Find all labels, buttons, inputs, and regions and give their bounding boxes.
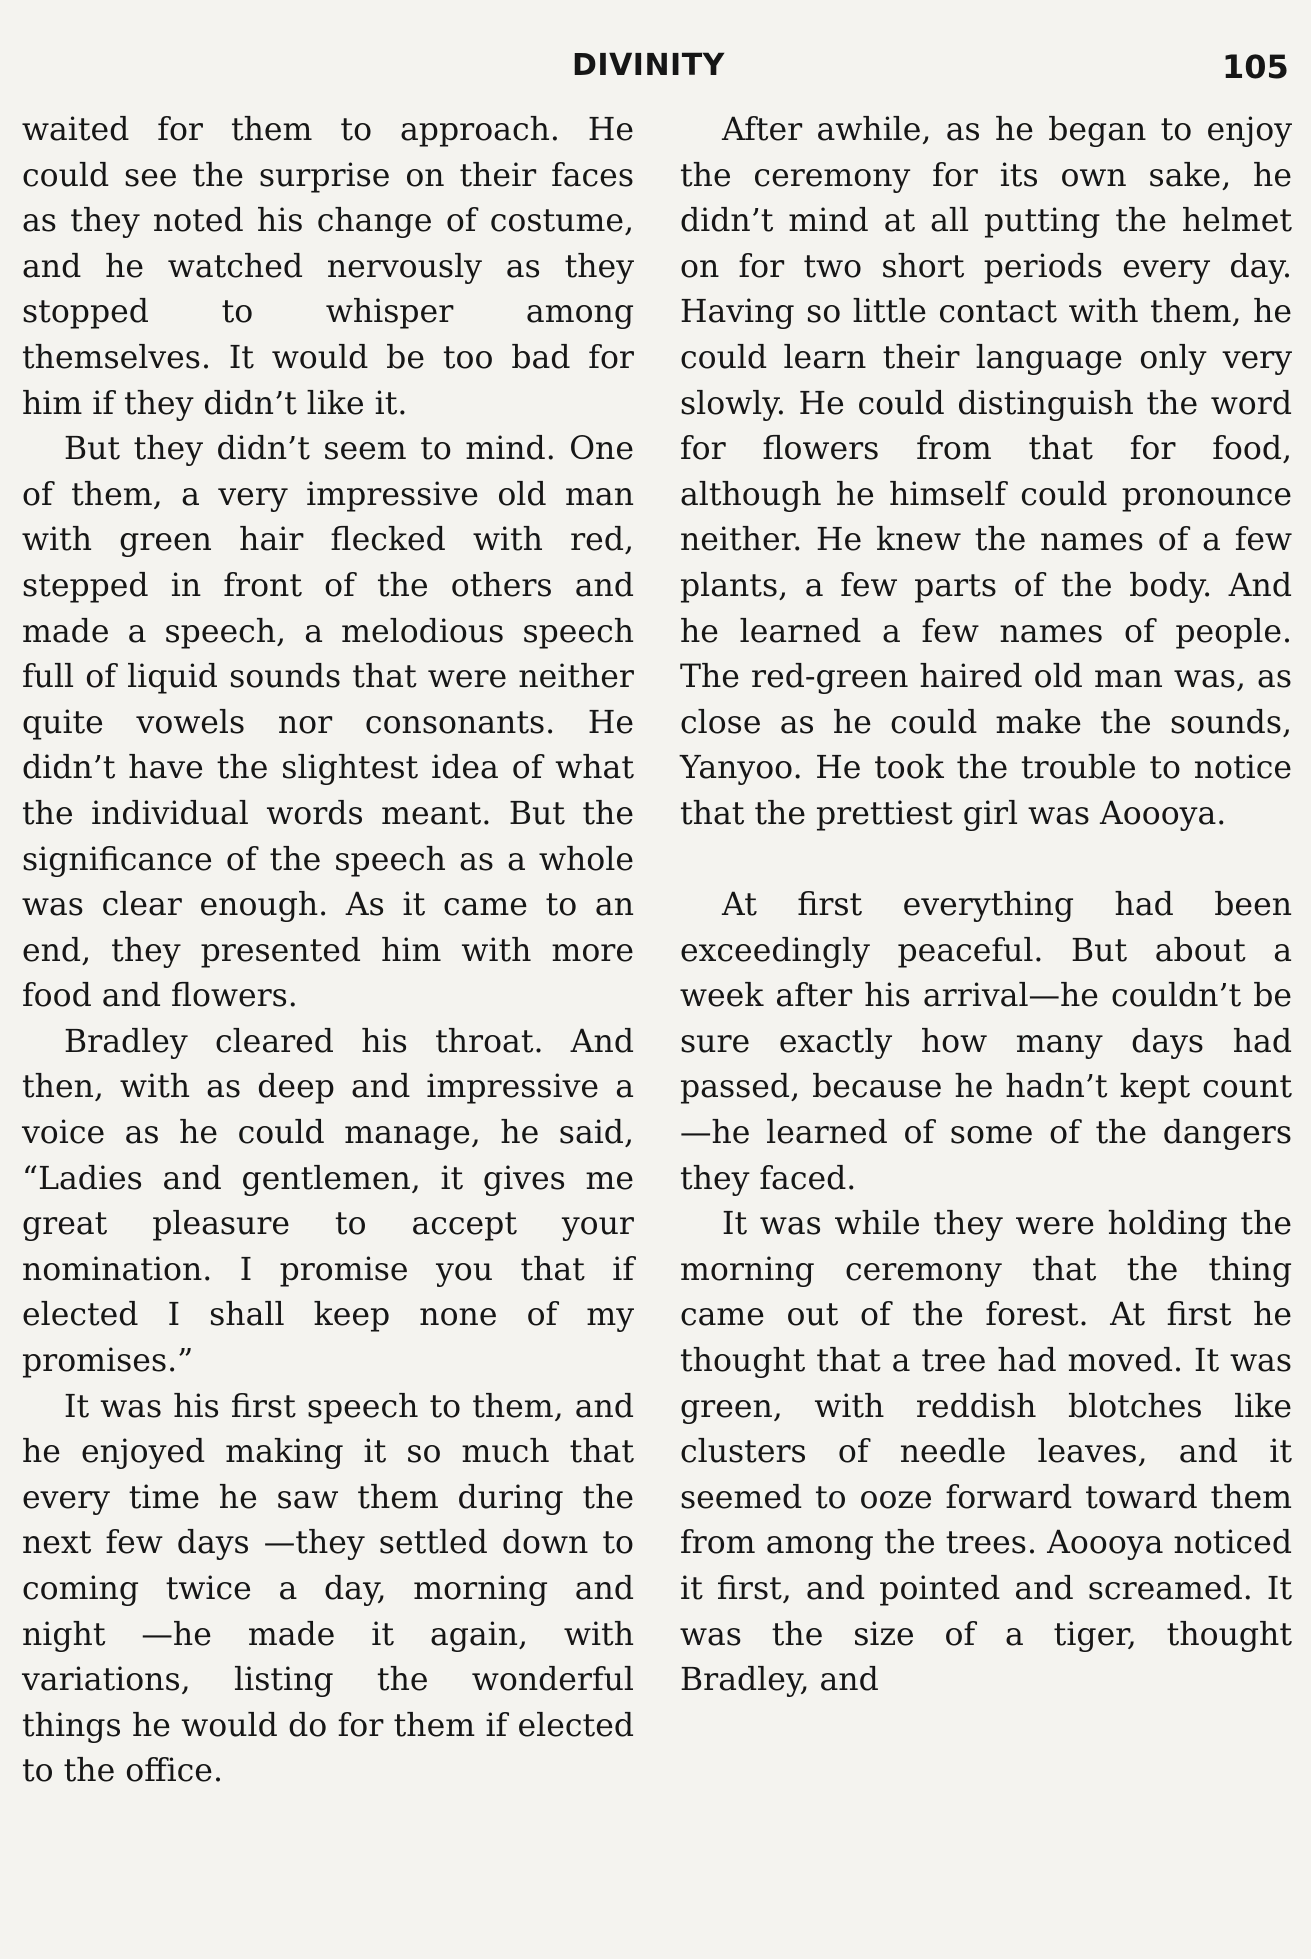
left-column bbox=[22, 108, 634, 1795]
paragraph: After awhile, as he began to enjoy the ceremony for its own sake, he didn’t mind at all putting the helmet on for two short periods every day. Having so little contact with them, he could learn their language only very slowly. He could distinguish the word for flowers from that for food, although he himself could pronounce neither. He knew the names of a few plants, a few parts of the body. And he learned a few names of people. The red-green haired old man was, as close as he could make the sounds, Yanyoo. He took the trouble to notice that the prettiest girl was Aoooya. bbox=[680, 112, 1292, 832]
paragraph: Bradley cleared his throat. And then, with as deep and impressive a voice as he could manage, he said, “Ladies and gentlemen, it gives me great pleasure to accept your nomination. I promise you that if elected I shall keep none of my promises.” bbox=[22, 1023, 634, 1380]
paragraph: It was while they were holding the morning ceremony that the thing came out of the forest. At first he thought that a tree had moved. It was green, with reddish blotches like clusters of needle leaves, and it seemed to ooze forward toward them from among the trees. Aoooya noticed it first, and pointed and screamed. It was the size of a tiger, thought Bradley, and bbox=[680, 1206, 1292, 1699]
right-column bbox=[680, 108, 1292, 1704]
paragraph: But they didn’t seem to mind. One of them, a very impressive old man with green hair flecked with red, stepped in front of the others and made a speech, a melodious speech full of liquid sounds that were neither quite vowels nor consonants. He didn’t have the slightest idea of what the individual words meant. But the significance of the speech as a whole was clear enough. As it came to an end, they presented him with more food and flowers. bbox=[22, 431, 634, 1015]
paragraph: At first everything had been exceedingly peaceful. But about a week after his arrival—he couldn’t be sure exactly how many days had passed, because he hadn’t kept count—he learned of some of the dangers they faced. bbox=[680, 887, 1292, 1197]
running-title: DIVINITY bbox=[572, 48, 725, 83]
running-head bbox=[0, 48, 1311, 98]
paragraph: It was his first speech to them, and he enjoyed making it so much that every time he saw them during the next few days —they settled down to coming twice a day, morning and night —he made it again, with variations, listing the wonderful things he would do for them if elected to the office. bbox=[22, 1388, 634, 1790]
section-break bbox=[680, 838, 1292, 884]
page-number: 105 bbox=[1222, 48, 1289, 86]
paragraph: waited for them to approach. He could see the surprise on their faces as they noted his change of costume, and he watched nervously as they stopped to whisper among themselves. It would be too bad for him if they didn’t like it. bbox=[22, 112, 634, 422]
